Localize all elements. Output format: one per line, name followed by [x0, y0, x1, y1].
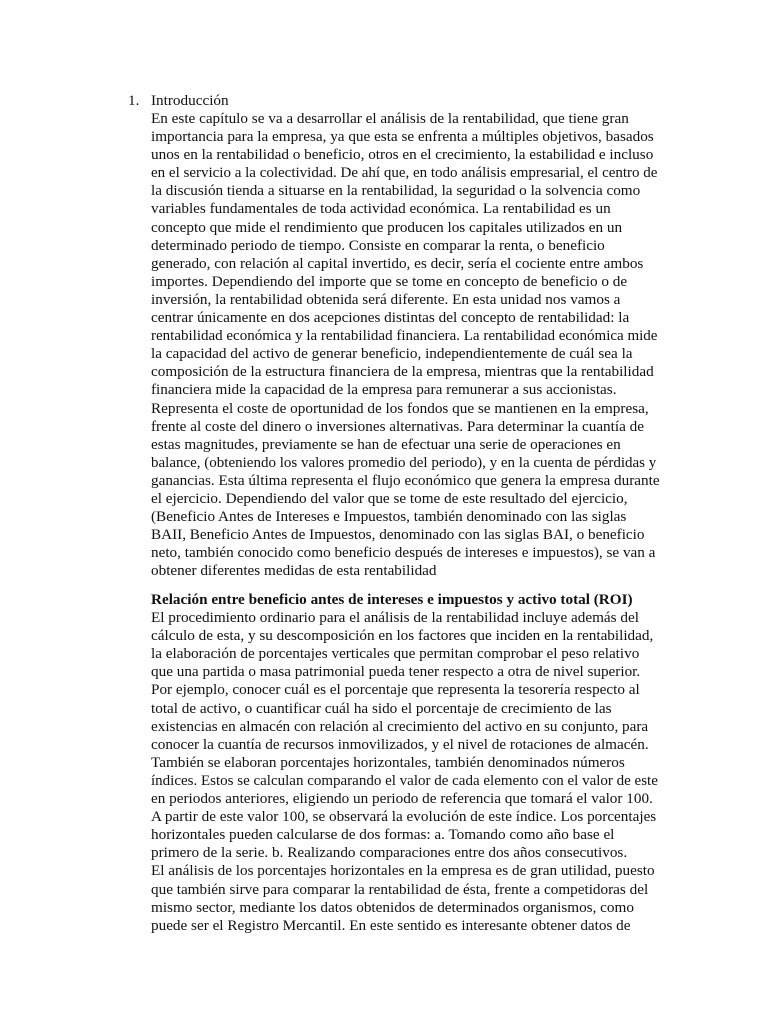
- paragraph-line: Por ejemplo, conocer cuál es el porcentaje que representa la tesorería respecto al: [151, 681, 640, 699]
- paragraph-line: primero de la serie. b. Realizando comparaciones entre dos años consecutivos.: [151, 844, 628, 862]
- paragraph-line: la elaboración de porcentajes verticales que permitan comprobar el peso relativo: [151, 645, 640, 663]
- roi-heading: Relación entre beneficio antes de intereses e impuestos y activo total (ROI): [151, 591, 633, 608]
- paragraph-line: existencias en almacén con relación al crecimiento del activo en su conjunto, para: [151, 717, 649, 735]
- paragraph-line: importes. Dependiendo del importe que se tome en concepto de beneficio o de: [151, 272, 628, 290]
- paragraph-line: conocer la cuantía de recursos inmovilizados, y el nivel de rotaciones de almacén.: [151, 735, 649, 753]
- paragraph-line: el ejercicio. Dependiendo del valor que se tome de este resultado del ejercicio,: [151, 489, 628, 507]
- paragraph-line: obtener diferentes medidas de esta rentabilidad: [151, 562, 437, 580]
- paragraph-line: variables fundamentales de toda actividad económica. La rentabilidad es un: [151, 200, 611, 218]
- paragraph-line: En este capítulo se va a desarrollar el análisis de la rentabilidad, que tiene gran: [151, 110, 629, 127]
- paragraph-line: El análisis de los porcentajes horizontales en la empresa es de gran utilidad, puesto: [151, 862, 655, 880]
- paragraph-line: unos en la rentabilidad o beneficio, otros en el crecimiento, la estabilidad e incluso: [151, 146, 654, 164]
- section-title: Introducción: [151, 92, 229, 109]
- intro-paragraph: [151, 110, 660, 580]
- paragraph-line: balance, (obteniendo los valores promedio del periodo), y en la cuenta de pérdidas y: [151, 454, 657, 471]
- paragraph-line: neto, también conocido como beneficio después de intereses e impuestos), se van a: [151, 544, 656, 562]
- paragraph-line: El procedimiento ordinario para el análisis de la rentabilidad incluye además del: [151, 609, 639, 627]
- paragraph-line: la capacidad del activo de generar beneficio, independientemente de cuál sea la: [151, 345, 633, 363]
- paragraph-line: centrar únicamente en dos acepciones distintas del concepto de rentabilidad: la: [151, 309, 630, 327]
- paragraph-line: cálculo de esta, y su descomposición en los factores que inciden en la rentabilidad,: [151, 627, 654, 645]
- paragraph-line: índices. Estos se calculan comparando el valor de cada elemento con el valor de este: [151, 772, 658, 789]
- paragraph-line: También se elaboran porcentajes horizontales, también denominados números: [151, 753, 625, 771]
- paragraph-line: puede ser el Registro Mercantil. En este sentido es interesante obtener datos de: [151, 916, 631, 934]
- paragraph-line: la discusión tienda a situarse en la rentabilidad, la seguridad o la solvencia como: [151, 182, 641, 200]
- paragraph-line: que una partida o masa patrimonial pueda tener respecto a otra de nivel superior.: [151, 663, 641, 681]
- paragraph-line: (Beneficio Antes de Intereses e Impuestos, también denominado con las siglas: [151, 508, 627, 526]
- paragraph-line: ganancias. Esta última representa el flujo económico que genera la empresa durante: [151, 471, 660, 489]
- paragraph-line: en periodos anteriores, eligiendo un periodo de referencia que tomará el valor 100.: [151, 790, 653, 808]
- paragraph-line: que también sirve para comparar la rentabilidad de ésta, frente a competidoras del: [151, 880, 649, 898]
- paragraph-line: horizontales pueden calcularse de dos formas: a. Tomando como año base el: [151, 826, 615, 844]
- paragraph-line: mismo sector, mediante los datos obtenidos de determinados organismos, como: [151, 898, 634, 916]
- paragraph-line: rentabilidad económica y la rentabilidad financiera. La rentabilidad económica mide: [151, 328, 658, 345]
- paragraph-line: total de activo, o cuantificar cuál ha sido el porcentaje de crecimiento de las: [151, 699, 612, 717]
- paragraph-line: determinado periodo de tiempo. Consiste en comparar la renta, o beneficio: [151, 236, 605, 254]
- paragraph-line: A partir de este valor 100, se observará la evolución de este índice. Los porcentajes: [151, 808, 657, 826]
- paragraph-line: Representa el coste de oportunidad de los fondos que se mantienen en la empresa,: [151, 399, 649, 417]
- paragraph-line: importancia para la empresa, ya que esta se enfrenta a múltiples objetivos, basados: [151, 128, 654, 146]
- paragraph-line: inversión, la rentabilidad obtenida será diferente. En esta unidad nos vamos a: [151, 290, 621, 308]
- paragraph-line: estas magnitudes, previamente se han de efectuar una serie de operaciones en: [151, 435, 621, 453]
- paragraph-line: generado, con relación al capital invertido, es decir, sería el cociente entre ambos: [151, 254, 644, 272]
- section-heading: [128, 92, 668, 111]
- paragraph-line: financiera mide la capacidad de la empresa para remunerar a sus accionistas.: [151, 381, 617, 399]
- paragraph-line: en el servicio a la colectividad. De ahí que, en todo análisis empresarial, el centro de: [151, 165, 658, 182]
- paragraph-line: concepto que mide el rendimiento que producen los capitales utilizados en un: [151, 218, 623, 236]
- paragraph-line: BAII, Beneficio Antes de Impuestos, denominado con las siglas BAI, o beneficio: [151, 526, 645, 544]
- roi-section: [151, 591, 660, 935]
- paragraph-line: composición de la estructura financiera de la empresa, mientras que la rentabilidad: [151, 363, 654, 381]
- paragraph-line: frente al coste del dinero o inversiones alternativas. Para determinar la cuantía de: [151, 417, 644, 435]
- section-number: 1.: [128, 92, 140, 109]
